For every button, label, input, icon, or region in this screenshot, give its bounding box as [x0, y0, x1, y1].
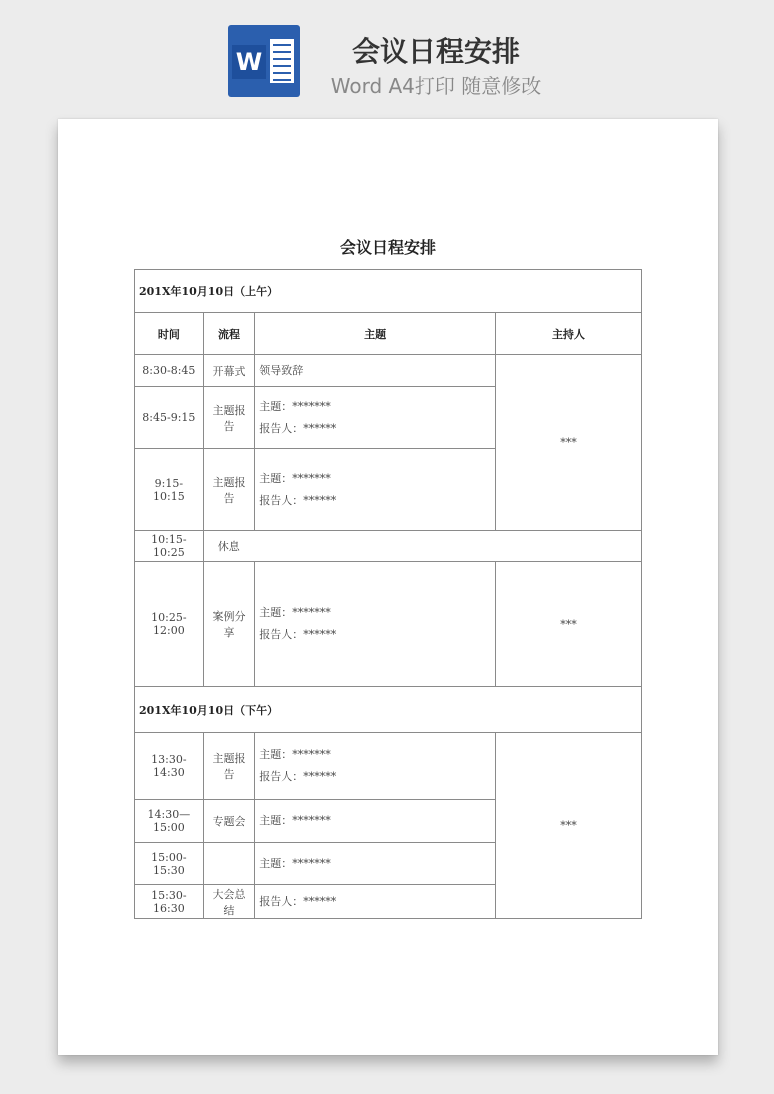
time-cell: 13:30-14:30 [135, 733, 204, 800]
topic-line: 主题：******* [259, 606, 331, 619]
header-subtitle: Word A4打印 随意修改 [330, 74, 542, 98]
header-title: 会议日程安排 [351, 35, 520, 68]
time-cell: 10:15-10:25 [135, 531, 204, 562]
topic-cell [255, 885, 496, 919]
word-icon [228, 25, 300, 97]
topic-line: 主题：******* [259, 471, 331, 485]
topic-line: 主题：******* [259, 748, 331, 761]
time-cell: 9:15-10:15 [135, 449, 204, 531]
speaker-line: 报告人：****** [259, 770, 337, 783]
flow-cell: 主题报告 [203, 733, 255, 800]
host-cell: *** [495, 733, 641, 919]
flow-cell: 案例分享 [203, 562, 255, 687]
column-header-time: 时间 [135, 313, 204, 355]
host-cell: *** [495, 355, 641, 531]
table-row [135, 733, 642, 800]
column-header-host: 主持人 [495, 313, 641, 355]
topic-cell [255, 562, 496, 687]
table-row [135, 355, 642, 387]
word-letter: W [232, 45, 266, 79]
flow-cell: 主题报告 [203, 449, 255, 531]
flow-cell: 专题会 [203, 800, 255, 843]
section-row-morning [135, 270, 642, 313]
time-cell: 15:30-16:30 [135, 885, 204, 919]
time-cell: 14:30—15:00 [135, 800, 204, 843]
document-lines [270, 39, 294, 83]
topic-cell [255, 733, 496, 800]
topic-line: 领导致辞 [259, 363, 304, 377]
host-cell: *** [495, 562, 641, 687]
topic-cell [255, 387, 496, 449]
topic-line: 主题：******* [259, 856, 331, 870]
break-cell: 休息 [203, 531, 641, 562]
table-row [135, 531, 642, 562]
time-cell: 10:25-12:00 [135, 562, 204, 687]
topic-line: 主题：******* [259, 399, 331, 413]
time-cell: 8:30-8:45 [135, 355, 204, 387]
column-header-flow: 流程 [203, 313, 255, 355]
flow-cell: 主题报告 [203, 387, 255, 449]
table-row [135, 562, 642, 687]
page-header [0, 0, 774, 110]
topic-line: 主题：******* [259, 814, 331, 827]
time-cell: 8:45-9:15 [135, 387, 204, 449]
topic-cell [255, 800, 496, 843]
document-title: 会议日程安排 [339, 238, 436, 257]
header-row [135, 313, 642, 355]
time-cell: 15:00-15:30 [135, 843, 204, 885]
document-page [58, 119, 718, 1055]
topic-cell [255, 355, 496, 387]
speaker-line: 报告人：****** [259, 421, 337, 435]
speaker-line: 报告人：****** [259, 493, 337, 507]
topic-cell [255, 843, 496, 885]
speaker-line: 报告人：****** [259, 628, 337, 641]
flow-cell: 大会总结 [203, 885, 255, 919]
section-title-afternoon: 201X年10月10日（下午） [135, 687, 642, 733]
topic-cell [255, 449, 496, 531]
section-row-afternoon [135, 687, 642, 733]
schedule-table [134, 269, 642, 919]
flow-cell: 开幕式 [203, 355, 255, 387]
flow-cell [203, 843, 255, 885]
section-title-morning: 201X年10月10日（上午） [135, 270, 642, 313]
speaker-line: 报告人：****** [259, 894, 337, 908]
column-header-topic: 主题 [255, 313, 496, 355]
